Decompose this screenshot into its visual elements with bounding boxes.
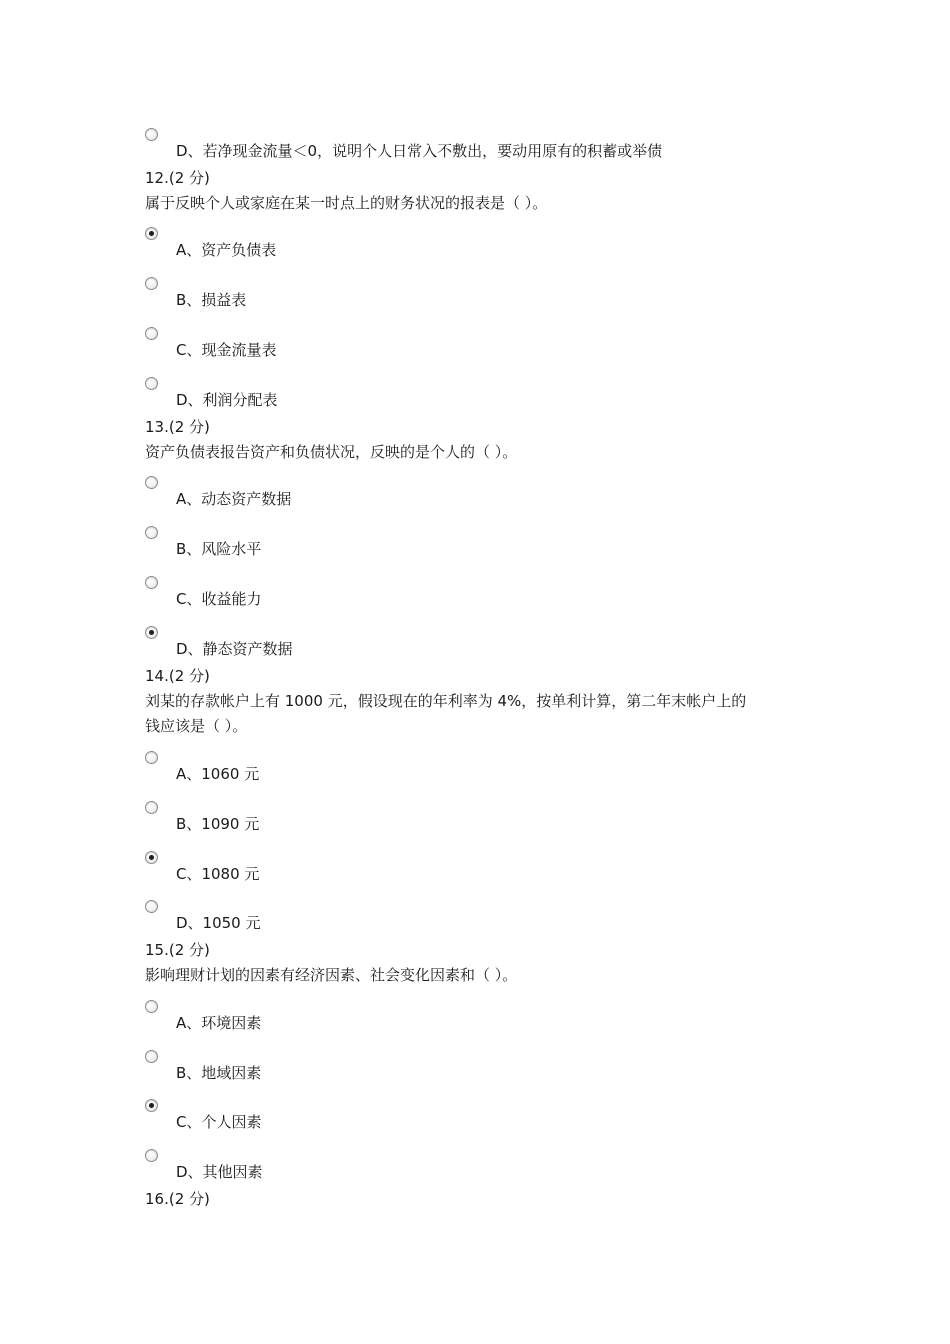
question-13-stem: 资产负债表报告资产和负债状况，反映的是个人的（ ）。 xyxy=(145,443,518,461)
option-label: C、现金流量表 xyxy=(176,341,277,359)
question-13-option-a[interactable] xyxy=(145,476,845,510)
question-16-header: 16.(2 分) xyxy=(145,1190,210,1208)
question-13-option-b[interactable] xyxy=(145,526,845,560)
question-14-option-c[interactable] xyxy=(145,851,845,885)
question-15-option-d[interactable] xyxy=(145,1149,845,1183)
question-14-option-b[interactable] xyxy=(145,801,845,835)
option-label: D、静态资产数据 xyxy=(176,640,293,658)
option-label: C、1080 元 xyxy=(176,865,260,883)
question-12-header: 12.(2 分) xyxy=(145,169,210,187)
radio-icon[interactable] xyxy=(145,526,158,539)
option-label: A、1060 元 xyxy=(176,765,260,783)
radio-icon[interactable] xyxy=(145,227,158,240)
radio-icon[interactable] xyxy=(145,128,158,141)
radio-icon[interactable] xyxy=(145,327,158,340)
option-label: A、动态资产数据 xyxy=(176,490,292,508)
radio-icon[interactable] xyxy=(145,1000,158,1013)
question-15-option-b[interactable] xyxy=(145,1050,845,1084)
radio-icon[interactable] xyxy=(145,1099,158,1112)
question-14-header: 14.(2 分) xyxy=(145,667,210,685)
radio-icon[interactable] xyxy=(145,900,158,913)
radio-icon[interactable] xyxy=(145,277,158,290)
radio-icon[interactable] xyxy=(145,476,158,489)
question-12-option-d[interactable] xyxy=(145,377,845,411)
option-label: B、损益表 xyxy=(176,291,247,309)
radio-icon[interactable] xyxy=(145,1050,158,1063)
question-14-stem-line-1: 刘某的存款帐户上有 1000 元，假设现在的年利率为 4%，按单利计算，第二年末帐户上的 xyxy=(145,692,747,710)
radio-icon[interactable] xyxy=(145,751,158,764)
question-12-option-a[interactable] xyxy=(145,227,845,261)
option-label: B、风险水平 xyxy=(176,540,262,558)
radio-icon[interactable] xyxy=(145,801,158,814)
question-12-stem: 属于反映个人或家庭在某一时点上的财务状况的报表是（ ）。 xyxy=(145,194,548,212)
question-15-option-c[interactable] xyxy=(145,1099,845,1133)
question-15-option-a[interactable] xyxy=(145,1000,845,1034)
option-label: A、资产负债表 xyxy=(176,241,277,259)
radio-icon[interactable] xyxy=(145,1149,158,1162)
question-13-option-c[interactable] xyxy=(145,576,845,610)
question-15-stem: 影响理财计划的因素有经济因素、社会变化因素和（ ）。 xyxy=(145,966,518,984)
option-label: B、地域因素 xyxy=(176,1064,262,1082)
radio-icon[interactable] xyxy=(145,851,158,864)
radio-icon[interactable] xyxy=(145,576,158,589)
question-13-header: 13.(2 分) xyxy=(145,418,210,436)
option-label: D、若净现金流量＜0，说明个人日常入不敷出，要动用原有的积蓄或举债 xyxy=(176,142,663,160)
option-label: C、个人因素 xyxy=(176,1113,262,1131)
option-label: D、其他因素 xyxy=(176,1163,263,1181)
question-14-stem-line-2: 钱应该是（ ）。 xyxy=(145,717,248,735)
question-12-option-b[interactable] xyxy=(145,277,845,311)
option-label: B、1090 元 xyxy=(176,815,260,833)
option-label: D、1050 元 xyxy=(176,914,261,932)
question-15-header: 15.(2 分) xyxy=(145,941,210,959)
question-13-option-d[interactable] xyxy=(145,626,845,660)
option-label: C、收益能力 xyxy=(176,590,262,608)
option-label: A、环境因素 xyxy=(176,1014,262,1032)
question-12-option-c[interactable] xyxy=(145,327,845,361)
question-14-option-d[interactable] xyxy=(145,900,845,934)
question-14-option-a[interactable] xyxy=(145,751,845,785)
option-prev-d[interactable] xyxy=(145,128,845,162)
radio-icon[interactable] xyxy=(145,377,158,390)
radio-icon[interactable] xyxy=(145,626,158,639)
option-label: D、利润分配表 xyxy=(176,391,278,409)
